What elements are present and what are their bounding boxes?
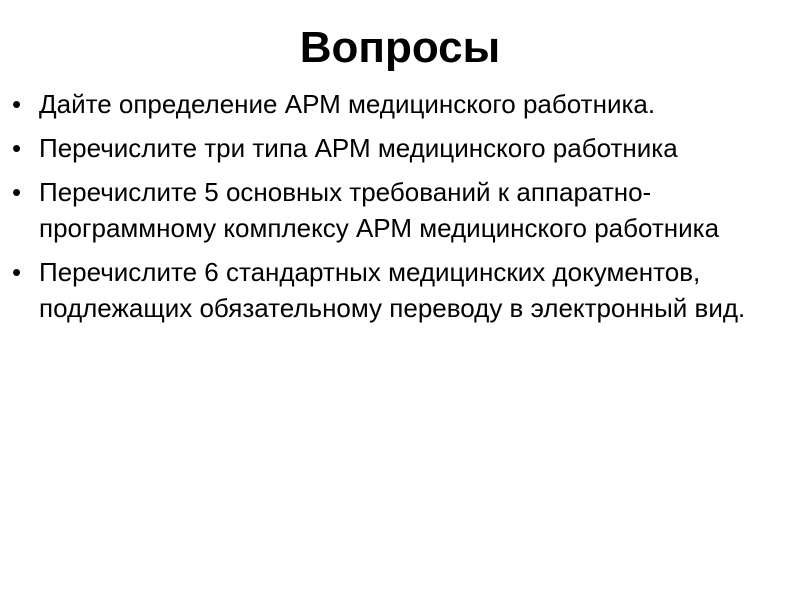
question-text: Перечислите три типа АРМ медицинского работника (39, 133, 678, 163)
bullet-icon: • (12, 133, 22, 163)
bullet-icon: • (12, 177, 22, 207)
question-list (12, 86, 782, 334)
list-item (12, 254, 782, 326)
list-item (12, 130, 782, 166)
list-item (12, 86, 782, 122)
bullet-icon: • (12, 257, 22, 287)
bullet-icon: • (12, 89, 22, 119)
slide-title: Вопросы (299, 23, 501, 72)
question-text: Перечислите 6 стандартных медицинских документов, подлежащих обязательному переводу в электронный вид. (39, 257, 746, 323)
list-item (12, 174, 782, 246)
question-text: Дайте определение АРМ медицинского работника. (39, 89, 656, 119)
question-text: Перечислите 5 основных требований к аппаратно-программному комплексу АРМ медицинского работника (39, 177, 720, 243)
